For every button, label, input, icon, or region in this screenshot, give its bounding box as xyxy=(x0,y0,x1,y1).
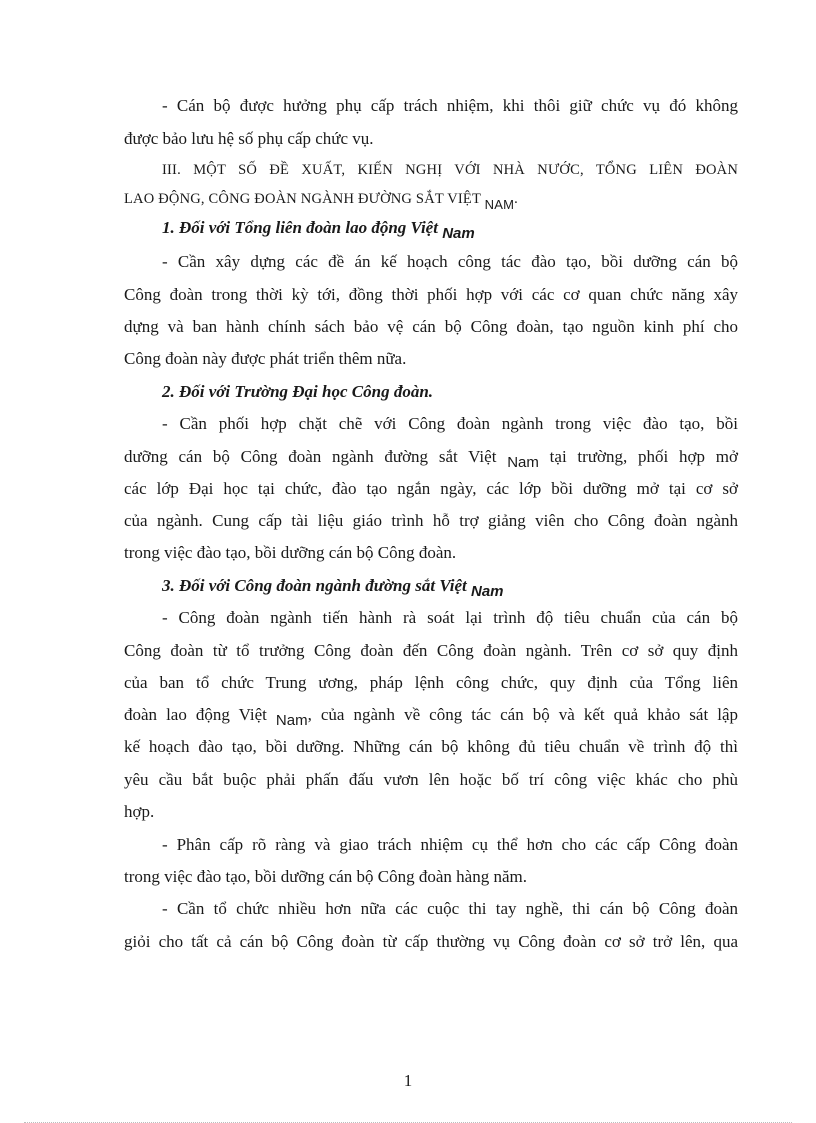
text-run: Nam xyxy=(507,454,539,471)
paragraph-line xyxy=(124,801,738,823)
text-run: - Cần tổ chức nhiều hơn nữa các cuộc thi tay nghề, thi cán bộ Công đoàn xyxy=(162,899,738,918)
paragraph-line xyxy=(124,769,738,791)
text-run: đoàn lao động Việt xyxy=(124,705,267,724)
paragraph-line xyxy=(124,898,738,920)
text-run: - Cần phối hợp chặt chẽ với Công đoàn ngành trong việc đào tạo, bồi xyxy=(162,414,738,433)
paragraph-line xyxy=(124,128,738,150)
page-number: 1 xyxy=(403,1071,413,1090)
text-run: 3. Đối với Công đoàn ngành đường sắt Việt xyxy=(162,576,467,595)
text-run: của ngành. Cung cấp tài liệu giáo trình hỗ trợ giảng viên cho Công đoàn ngành xyxy=(124,511,738,530)
text-run: Nam xyxy=(442,225,475,242)
subheading-line xyxy=(124,381,738,403)
text-run: LAO ĐỘNG, CÔNG ĐOÀN NGÀNH ĐƯỜNG SẮT VIỆT xyxy=(124,191,481,207)
paragraph-line xyxy=(124,931,738,953)
subheading-line xyxy=(124,217,738,242)
paragraph-line xyxy=(124,510,738,532)
text-run: - Cán bộ được hưởng phụ cấp trách nhiệm, khi thôi giữ chức vụ đó không xyxy=(162,96,738,115)
section-heading-line: LAO ĐỘNG, CÔNG ĐOÀN NGÀNH ĐƯỜNG SẮT VIỆT NAM. xyxy=(124,191,518,212)
text-run: Công đoàn này được phát triển thêm nữa. xyxy=(124,349,407,368)
text-run: Nam xyxy=(275,712,308,729)
text-run: giỏi cho tất cả cán bộ Công đoàn từ cấp thường vụ Công đoàn cơ sở trở lên, qua xyxy=(124,932,738,951)
text-run: dựng và ban hành chính sách bảo vệ cán bộ Công đoàn, tạo nguồn kinh phí cho xyxy=(124,317,738,336)
text-run: - Công đoàn ngành tiến hành rà soát lại trình độ tiêu chuẩn của cán bộ xyxy=(162,608,738,627)
text-run: NAM xyxy=(484,197,515,212)
text-run: III. MỘT SỐ ĐỀ XUẤT, KIẾN NGHỊ VỚI NHÀ NƯỚC, TỔNG LIÊN ĐOÀN xyxy=(162,162,738,178)
section-heading-line xyxy=(124,159,738,181)
paragraph-line xyxy=(124,736,738,758)
paragraph-line xyxy=(124,348,738,370)
text-run: , của ngành về công tác cán bộ và kết quả khảo sát lập xyxy=(307,705,738,724)
text-run: Công đoàn từ tổ trưởng Công đoàn đến Công đoàn ngành. Trên cơ sở quy định xyxy=(124,641,738,660)
text-run: Công đoàn trong thời kỳ tới, đồng thời phối hợp với các cơ quan chức năng xây xyxy=(124,285,738,304)
paragraph-line xyxy=(124,413,738,435)
paragraph-line xyxy=(124,251,738,273)
paragraph-line xyxy=(124,478,738,500)
paragraph-line xyxy=(124,542,738,564)
text-run: Nam xyxy=(471,583,504,600)
paragraph-line xyxy=(124,866,738,888)
text-run: yêu cầu bắt buộc phải phấn đấu vươn lên hoặc bố trí công việc khác cho phù xyxy=(124,770,738,789)
paragraph-line xyxy=(124,607,738,629)
text-run: - Phân cấp rõ ràng và giao trách nhiệm cụ thể hơn cho các cấp Công đoàn xyxy=(162,835,738,854)
paragraph-line xyxy=(124,95,738,117)
text-run: trong việc đào tạo, bồi dưỡng cán bộ Công đoàn. xyxy=(124,543,457,562)
paragraph-line xyxy=(124,316,738,338)
subheading-line xyxy=(124,575,738,600)
paragraph-line xyxy=(124,284,738,306)
text-run: của ban tổ chức Trung ương, pháp lệnh công chức, quy định của Tổng liên xyxy=(124,673,738,692)
paragraph-line xyxy=(124,640,738,662)
paragraph-line xyxy=(124,704,738,729)
text-run: trong việc đào tạo, bồi dưỡng cán bộ Công đoàn hàng năm. xyxy=(124,867,527,886)
paragraph-line xyxy=(124,834,738,856)
text-run: các lớp Đại học tại chức, đào tạo ngắn ngày, các lớp bồi dưỡng mở tại cơ sở xyxy=(124,479,738,498)
text-run: tại trường, phối hợp mở xyxy=(549,447,739,466)
text-run: hợp. xyxy=(124,802,155,821)
text-run: 1. Đối với Tổng liên đoàn lao động Việt xyxy=(162,218,438,237)
paragraph-line xyxy=(124,672,738,694)
text-run: 2. Đối với Trường Đại học Công đoàn. xyxy=(162,382,434,401)
paragraph-line xyxy=(124,446,739,471)
text-run: được bảo lưu hệ số phụ cấp chức vụ. xyxy=(124,129,374,148)
text-run: dưỡng cán bộ Công đoàn ngành đường sắt Việt xyxy=(124,447,497,466)
text-run: - Cần xây dựng các đề án kế hoạch công tác đào tạo, bồi dưỡng cán bộ xyxy=(162,252,738,271)
text-run: kế hoạch đào tạo, bồi dưỡng. Những cán bộ không đủ tiêu chuẩn về trình độ thì xyxy=(124,737,738,756)
